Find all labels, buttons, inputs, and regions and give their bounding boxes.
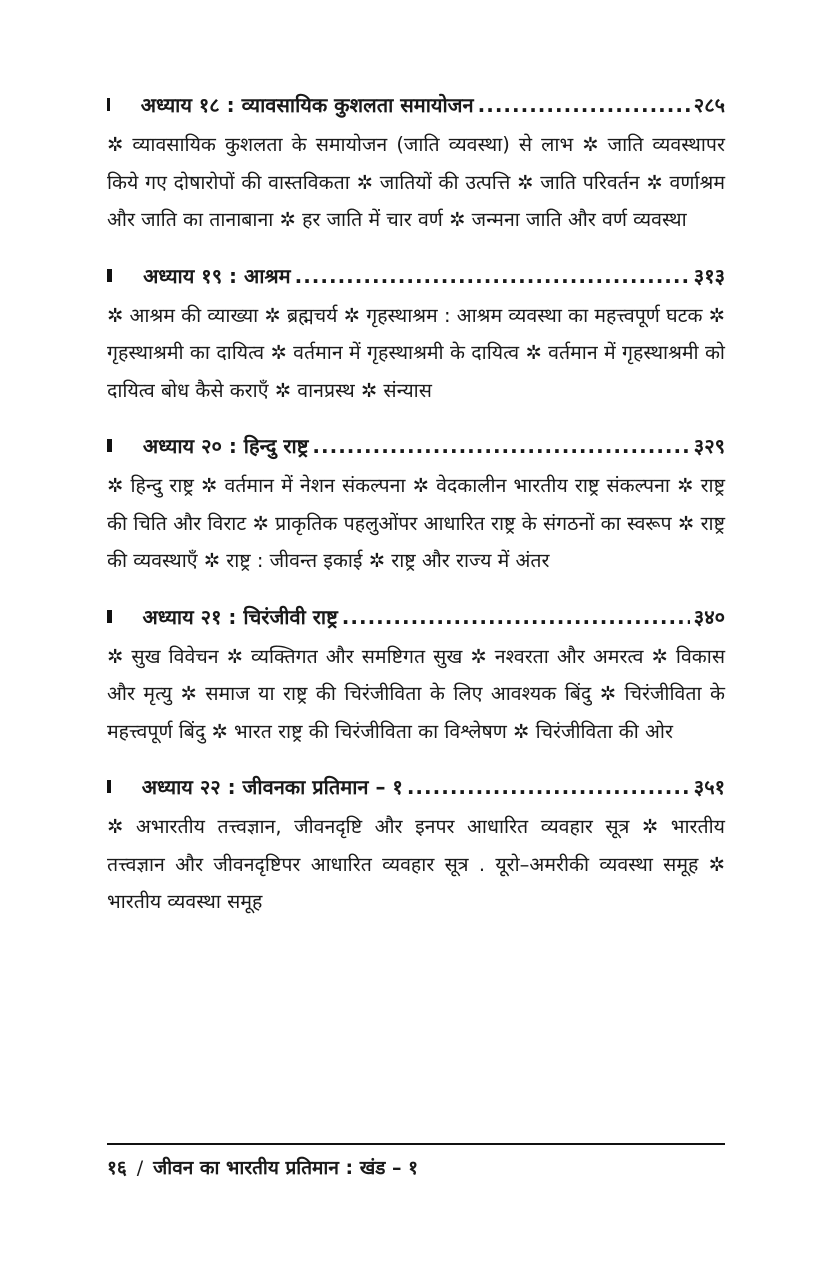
chapter-heading: [107, 88, 725, 122]
chapter-entry-21: [107, 600, 725, 751]
chapter-heading: [107, 429, 725, 463]
footer-separator: /: [136, 1157, 144, 1179]
chapter-page-number: २८५: [693, 93, 725, 117]
chapter-page-number: ३४०: [693, 604, 725, 629]
chapter-entry-19: [107, 259, 725, 410]
chapter-title: अध्याय १८ : व्यावसायिक कुशलता समायोजन: [140, 93, 474, 117]
chapter-title: अध्याय २० : हिन्दु राष्ट्र: [142, 434, 309, 458]
leader-dots: [342, 600, 690, 634]
chapter-title: अध्याय २२ : जीवनका प्रतिमान – १: [141, 775, 403, 799]
chapter-heading: [107, 600, 725, 634]
leader-dots: [407, 770, 690, 804]
chapter-entry-20: [107, 429, 725, 580]
chapter-topics: ✲ व्यावसायिक कुशलता के समायोजन (जाति व्यवस्था) से लाभ ✲ जाति व्यवस्थापर किये गए दोषारोपों की वास्तविकता ✲ जातियों की उत्पत्ति ✲ जाति परिवर्तन ✲ वर्णाश्रम और जाति का तानाबाना ✲ हर जाति में चार वर्ण ✲ जन्मना जाति और वर्ण व्यवस्था: [107, 133, 725, 231]
square-bullet-icon: [107, 610, 112, 623]
chapter-page-number: ३१३: [693, 263, 725, 288]
chapter-heading: [107, 770, 725, 804]
square-bullet-icon: [107, 780, 111, 793]
chapter-title: अध्याय १९ : आश्रम: [143, 263, 291, 288]
square-bullet-icon: [107, 269, 112, 282]
chapter-page-number: ३५१: [693, 775, 725, 799]
leader-dots: [312, 429, 689, 463]
footer-page-number: १६: [107, 1157, 127, 1179]
square-bullet-icon: [107, 439, 112, 452]
contents-page: [107, 88, 725, 941]
chapter-entry-18: [107, 88, 725, 239]
chapter-title: अध्याय २१ : चिरंजीवी राष्ट्र: [142, 604, 338, 629]
leader-dots: [295, 259, 690, 293]
chapter-entry-22: [107, 770, 725, 921]
chapter-topics: ✲ हिन्दु राष्ट्र ✲ वर्तमान में नेशन संकल्पना ✲ वेदकालीन भारतीय राष्ट्र संकल्पना ✲ राष्ट्र की चिति और विराट ✲ प्राकृतिक पहलुओंपर आधारित राष्ट्र के संगठनों का स्वरूप ✲ राष्ट्र की व्यवस्थाएँ ✲ राष्ट्र : जीवन्त इकाई ✲ राष्ट्र और राज्य में अंतर: [107, 474, 725, 572]
page-footer: [107, 1143, 725, 1183]
square-bullet-icon: [107, 98, 110, 111]
chapter-topics: ✲ आश्रम की व्याख्या ✲ ब्रह्मचर्य ✲ गृहस्थाश्रम : आश्रम व्यवस्था का महत्त्वपूर्ण घटक ✲ गृहस्थाश्रमी का दायित्व ✲ वर्तमान में गृहस्थाश्रमी के दायित्व ✲ वर्तमान में गृहस्थाश्रमी को दायित्व बोध कैसे कराएँ ✲ वानप्रस्थ ✲ संन्यास: [107, 303, 725, 402]
chapter-topics: ✲ सुख विवेचन ✲ व्यक्तिगत और समष्टिगत सुख ✲ नश्वरता और अमरत्व ✲ विकास और मृत्यु ✲ समाज या राष्ट्र की चिरंजीविता के लिए आवश्यक बिंदु ✲ चिरंजीविता के महत्त्वपूर्ण बिंदु ✲ भारत राष्ट्र की चिरंजीविता का विश्लेषण ✲ चिरंजीविता की ओर: [107, 644, 725, 743]
chapter-page-number: ३२९: [693, 434, 725, 458]
chapter-topics: ✲ अभारतीय तत्त्वज्ञान, जीवनदृष्टि और इनपर आधारित व्यवहार सूत्र ✲ भारतीय तत्त्वज्ञान और जीवनदृष्टिपर आधारित व्यवहार सूत्र . यूरो–अमरीकी व्यवस्था समूह ✲ भारतीय व्यवस्था समूह: [107, 815, 725, 913]
leader-dots: [478, 88, 690, 122]
chapter-heading: [107, 259, 725, 293]
footer-book-title: जीवन का भारतीय प्रतिमान : खंड – १: [153, 1157, 419, 1179]
